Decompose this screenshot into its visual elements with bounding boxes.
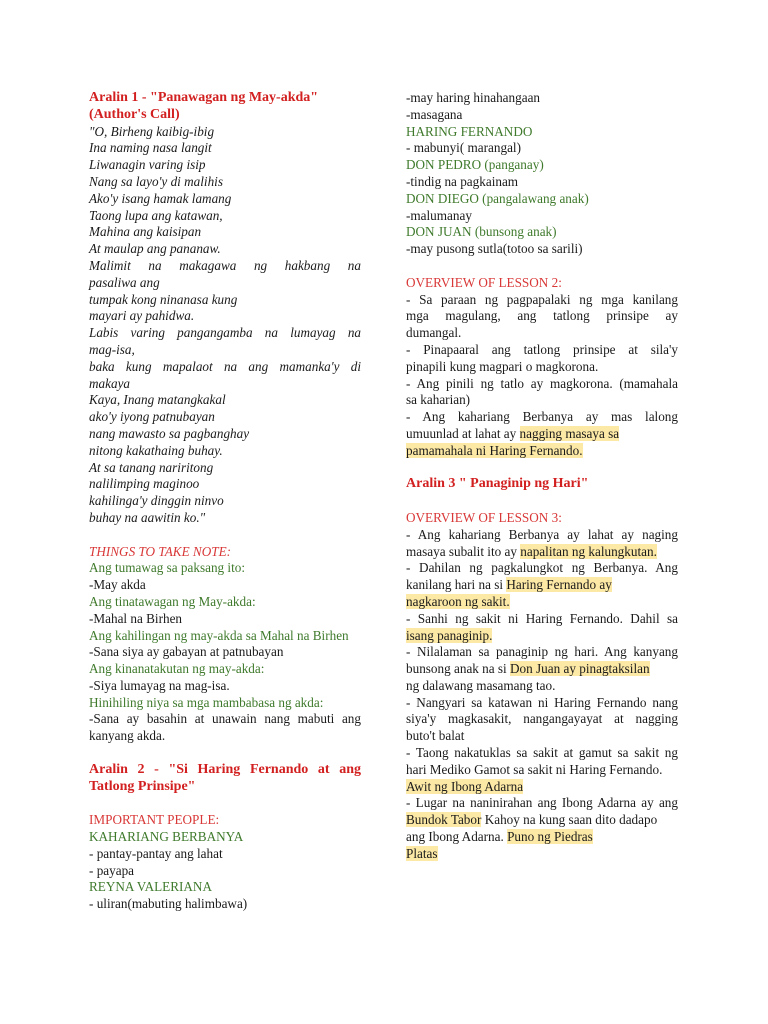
highlighted-text: Puno ng Piedras [507, 829, 593, 845]
poem-line: Taong lupa ang katawan, [89, 207, 223, 223]
poem-line: At sa tanang nariritong [89, 459, 214, 475]
poem-line: makaya [89, 375, 131, 391]
note-answer: -Mahal na Birhen [89, 610, 183, 626]
note-question: Ang tumawag sa paksang ito: [89, 560, 246, 576]
poem-line: baka kung mapalaot na ang mamanka'y di [89, 358, 361, 374]
overview-text [406, 628, 678, 645]
overview-text-part: bunsong anak na si [406, 661, 511, 677]
note-answer: -May akda [89, 577, 146, 593]
poem-line: mayari ay pahidwa. [89, 308, 195, 324]
person-description: -tindig na pagkainam [406, 173, 519, 189]
lesson2-subtitle: Tatlong Prinsipe" [89, 778, 196, 794]
poem-line: Ina naming nasa langit [89, 140, 212, 156]
overview-text [406, 544, 678, 561]
overview-text: - Nilalaman sa panaginip ng hari. Ang kanyang [406, 644, 678, 660]
note-answer: -Sana ay basahin at unawain nang mabuti ang [89, 711, 361, 727]
poem-line: Labis varing pangangamba na lumayag na [89, 325, 361, 341]
lesson1-subtitle: (Author's Call) [89, 106, 180, 122]
highlighted-text: pamamahala ni Haring Fernando. [406, 442, 583, 458]
poem-line: mag-isa, [89, 341, 135, 357]
overview-text: - Dahilan ng pagkalungkot ng Berbanya. Ang [406, 560, 678, 576]
note-answer: -Sana siya ay gabayan at patnubayan [89, 644, 284, 660]
overview-text: - Sanhi ng sakit ni Haring Fernando. Dahil sa [406, 610, 678, 626]
highlighted-text: napalitan ng kalungkutan. [520, 543, 657, 559]
poem-line: kahilinga'y dinggin ninvo [89, 493, 224, 509]
person-name: DON PEDRO (panganay) [406, 157, 544, 173]
overview-text: - Ang kahariang Berbanya ay lahat ay naging [406, 526, 678, 542]
overview-text [406, 594, 678, 611]
overview-text: hari Mediko Gamot sa sakit ni Haring Fernando. [406, 761, 663, 777]
poem-line: Nang sa layo'y di malihis [89, 173, 223, 189]
overview-text: - Lugar na naninirahan ang Ibong Adarna ay ang [406, 795, 678, 811]
overview-text [406, 846, 678, 863]
note-answer: kanyang akda. [89, 728, 166, 744]
highlighted-text: nagkaroon ng sakit. [406, 593, 510, 609]
highlighted-text: Platas [406, 845, 438, 861]
overview-text: - Sa paraan ng pagpapalaki ng mga kanilang [406, 291, 678, 307]
overview-text: - Ang kahariang Berbanya ay mas lalong [406, 409, 678, 425]
overview-text [406, 779, 678, 796]
poem-line: nalilimping maginoo [89, 476, 200, 492]
overview-text: mga magulang, ang tatlong prinsipe ay [406, 308, 678, 324]
overview-text: dumangal. [406, 325, 462, 341]
overview-text-part: masaya subalit ito ay [406, 543, 521, 559]
poem-line: Ako'y isang hamak lamang [89, 190, 232, 206]
note-question: Ang kahilingan ng may-akda sa Mahal na Birhen [89, 627, 349, 643]
overview-text: buto't balat [406, 728, 465, 744]
poem-line: ako'y iyong patnubayan [89, 409, 215, 425]
poem-line: "O, Birheng kaibig-ibig [89, 123, 215, 139]
highlighted-text: Haring Fernando ay [506, 577, 612, 593]
overview-text-part: kanilang hari na si [406, 577, 507, 593]
overview-text: - Pinapaaral ang tatlong prinsipe at sila'y [406, 341, 678, 357]
poem-line: tumpak kong ninanasa kung [89, 291, 238, 307]
person-description: - mabunyi( marangal) [406, 140, 521, 156]
poem-line: buhay na aawitin ko." [89, 509, 206, 525]
person-description: - payapa [89, 862, 135, 878]
note-question: Ang tinatawagan ng May-akda: [89, 593, 256, 609]
person-description: - pantay-pantay ang lahat [89, 845, 223, 861]
person-description: -malumanay [406, 207, 472, 223]
overview-text [406, 426, 678, 443]
highlighted-text: Awit ng Ibong Adarna [406, 778, 524, 794]
overview-text-part: umuunlad at lahat ay [406, 425, 520, 441]
person-description: -masagana [406, 106, 463, 122]
overview-text [406, 829, 678, 846]
person-name: DON DIEGO (pangalawang anak) [406, 190, 589, 206]
overview-text [406, 577, 678, 594]
poem-line: nang mawasto sa pagbanghay [89, 425, 250, 441]
highlighted-text: nagging masaya sa [519, 425, 620, 441]
overview-text: sa kaharian) [406, 392, 471, 408]
overview-text [406, 661, 678, 678]
poem-line: Malimit na makagawa ng hakbang na [89, 257, 361, 273]
person-name: DON JUAN (bunsong anak) [406, 224, 557, 240]
overview-text: ng dalawang masamang tao. [406, 677, 556, 693]
highlighted-text: Bundok Tabor [406, 812, 482, 828]
overview-text: - Ang pinili ng tatlo ay magkorona. (mamahala [406, 375, 678, 391]
person-name: KAHARIANG BERBANYA [89, 829, 244, 845]
important-people-header: IMPORTANT PEOPLE: [89, 812, 220, 828]
person-name: REYNA VALERIANA [89, 879, 212, 895]
person-description: -may pusong sutla(totoo sa sarili) [406, 241, 583, 257]
poem-line: nitong kakathaing buhay. [89, 442, 223, 458]
lesson2-title: Aralin 2 - "Si Haring Fernando at ang [89, 761, 361, 777]
overview-text: siya'y magkasakit, nangangayayat at nagging [406, 711, 678, 727]
note-question: Hinihiling niya sa mga mambabasa ng akda: [89, 694, 324, 710]
notes-header: THINGS TO TAKE NOTE: [89, 543, 232, 559]
left-column [89, 90, 361, 913]
person-description: - uliran(mabuting halimbawa) [89, 896, 248, 912]
overview-text: - Nangyari sa katawan ni Haring Fernando nang [406, 694, 678, 710]
right-column [406, 90, 678, 863]
person-description: -may haring hinahangaan [406, 90, 541, 105]
overview3-header: OVERVIEW OF LESSON 3: [406, 509, 562, 525]
overview-text-part: Kahoy na kung saan dito dadapo [481, 812, 658, 828]
overview-text [406, 812, 678, 829]
note-question: Ang kinanatakutan ng may-akda: [89, 661, 265, 677]
overview2-header: OVERVIEW OF LESSON 2: [406, 274, 562, 290]
note-answer: -Siya lumayag na mag-isa. [89, 677, 230, 693]
lesson3-title: Aralin 3 " Panaginip ng Hari" [406, 476, 589, 492]
lesson1-title: Aralin 1 - "Panawagan ng May-akda" [89, 90, 319, 105]
overview-text [406, 443, 678, 460]
person-name: HARING FERNANDO [406, 123, 533, 139]
overview-text: - Taong nakatuklas sa sakit at gamut sa sakit ng [406, 745, 678, 761]
poem-line: Liwanagin varing isip [89, 157, 206, 173]
poem-line: Mahina ang kaisipan [89, 224, 202, 240]
poem-line: At maulap ang pananaw. [89, 241, 221, 257]
poem-line: pasaliwa ang [89, 274, 160, 290]
poem-line: Kaya, Inang matangkakal [89, 392, 226, 408]
overview-text-part: ang Ibong Adarna. [406, 829, 508, 845]
highlighted-text: isang panaginip. [406, 627, 493, 643]
highlighted-text: Don Juan ay pinagtaksilan [510, 661, 650, 677]
overview-text: pinapili kung magpari o magkorona. [406, 358, 599, 374]
